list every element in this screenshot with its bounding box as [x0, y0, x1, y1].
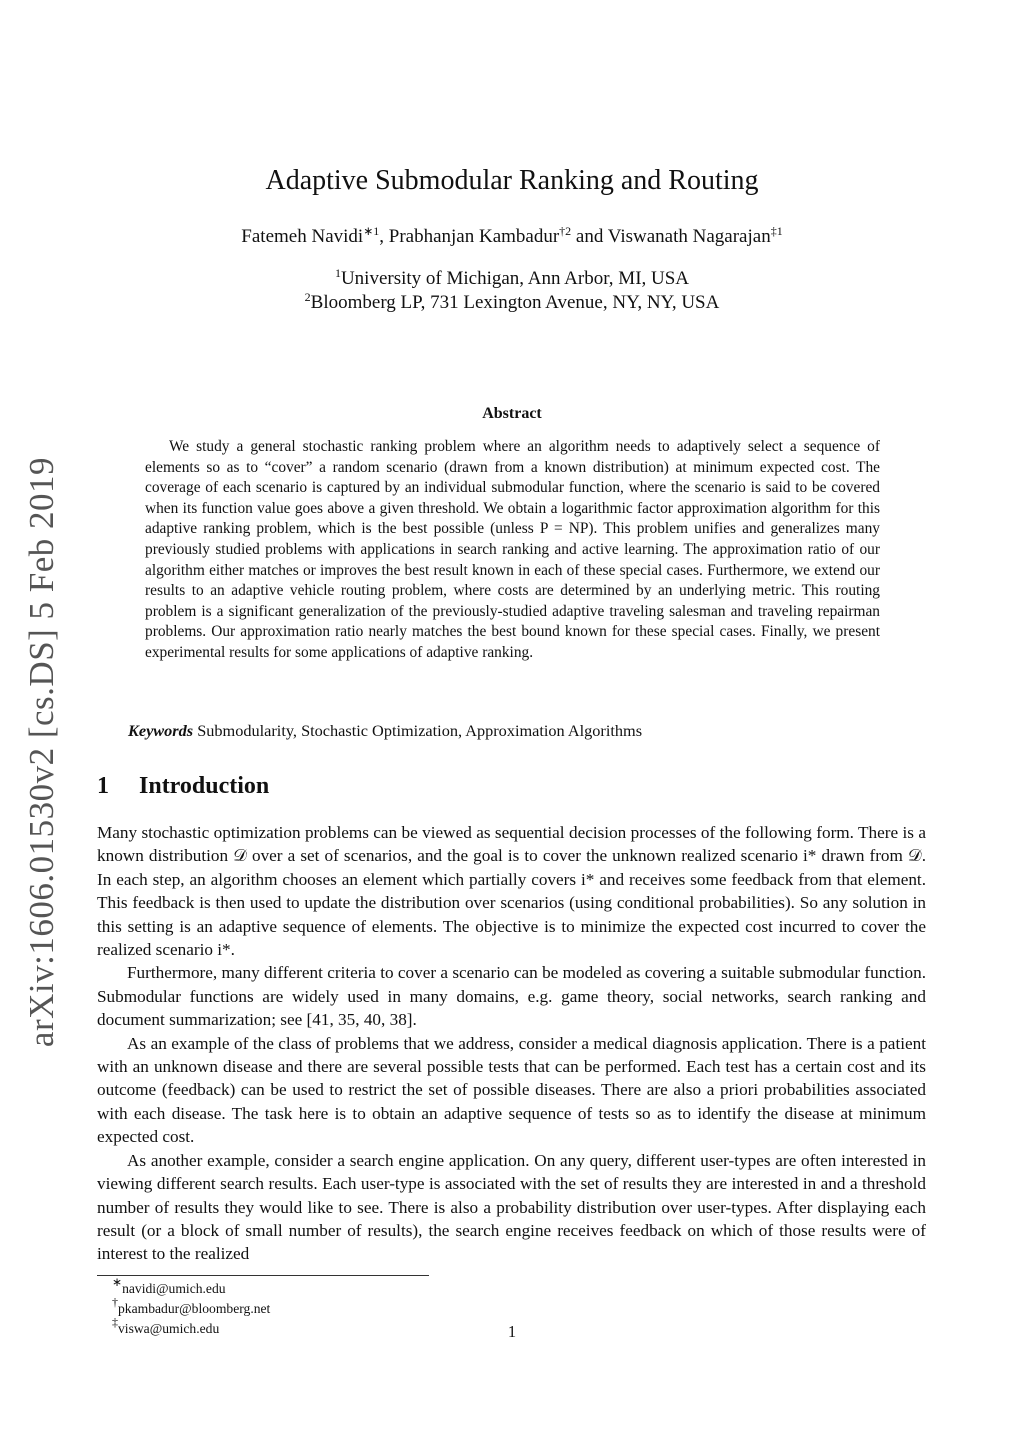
introduction-body	[97, 821, 926, 1266]
footnote-mark: ‡	[112, 1315, 118, 1329]
paragraph: As an example of the class of problems that we address, consider a medical diagnosis application. There is a patient with an unknown disease and there are several possible tests that can be performed. Each test has a certain cost and its outcome (feedback) can be used to restrict the set of possible diseases. There are also a priori probabilities associated with each disease. The task here is to obtain an adaptive sequence of tests so as to identify the disease at minimum expected cost.	[97, 1033, 926, 1147]
section-title: Introduction	[139, 773, 270, 799]
author-mark: †2	[559, 224, 572, 238]
abstract-text: We study a general stochastic ranking problem where an algorithm needs to adaptively select a sequence of elements so as to “cover” a random scenario (drawn from a known distribution) at minimum expected cost. The coverage of each scenario is captured by an individual submodular function, where the scenario is said to be covered when its function value goes above a given threshold. We obtain a logarithmic factor approximation algorithm for this adaptive ranking problem, which is the best possible (unless P = NP). This problem unifies and generalizes many previously studied problems with applications in search ranking and active learning. The approximation ratio of our algorithm either matches or improves the best result known in each of these special cases. Furthermore, we extend our results to an adaptive vehicle routing problem, where costs are determined by an underlying metric. This routing problem is a significant generalization of the previously-studied adaptive traveling salesman and traveling repairman problems. Our approximation ratio nearly matches the best bound known for these special cases. Finally, we present experimental results for some applications of adaptive ranking.	[145, 438, 880, 661]
footnote-mark: ∗	[112, 1275, 123, 1289]
affiliation	[0, 292, 1024, 314]
author-mark: ‡1	[770, 224, 783, 238]
author-list	[0, 226, 1024, 248]
author-separator: ,	[379, 226, 389, 247]
paragraph: As another example, consider a search engine application. On any query, different user-types are often interested in viewing different search results. Each user-type is associated with the set of results they are interested in and a threshold number of results they would like to see. There is also a probability distribution over user-types. After displaying each result (or a block of small number of results), the search engine receives feedback on which of those results were of interest to the realized	[97, 1150, 926, 1264]
keywords-text: Submodularity, Stochastic Optimization, Approximation Algorithms	[197, 721, 643, 740]
author-name: Viswanath Nagarajan	[607, 226, 771, 247]
keywords	[128, 721, 888, 741]
keywords-label: Keywords	[128, 721, 194, 740]
abstract-heading: Abstract	[482, 405, 542, 422]
affiliation-mark: 2	[304, 290, 311, 304]
affiliation	[0, 268, 1024, 290]
affiliation-text: Bloomberg LP, 731 Lexington Avenue, NY, NY, USA	[310, 292, 720, 313]
author-separator: and	[571, 226, 608, 247]
footnote-divider	[97, 1275, 429, 1276]
author-name: Prabhanjan Kambadur	[388, 226, 560, 247]
arxiv-identifier: arXiv:1606.01530v2 [cs.DS] 5 Feb 2019	[22, 456, 61, 1048]
footnote-email: pkambadur@bloomberg.net	[118, 1301, 271, 1316]
footnote-email: navidi@umich.edu	[122, 1281, 226, 1296]
author-name: Fatemeh Navidi	[241, 226, 364, 247]
author-mark: ∗1	[363, 224, 380, 238]
affiliation-mark: 1	[334, 266, 341, 280]
paragraph: Furthermore, many different criteria to cover a scenario can be modeled as covering a suitable submodular function. Submodular functions are widely used in many domains, e.g. game theory, social networks, search ranking and document summarization; see [41, 35, 40, 38].	[97, 963, 926, 1030]
paragraph: Many stochastic optimization problems can be viewed as sequential decision processes of the following form. There is a known distribution 𝒟 over a set of scenarios, and the goal is to cover the unknown realized scenario i* drawn from 𝒟. In each step, an algorithm chooses an element which partially covers i* and receives some feedback from that element. This feedback is then used to update the distribution over scenarios (using conditional probabilities). So any solution in this setting is an adaptive sequence of elements. The objective is to minimize the expected cost incurred to cover the realized scenario i*.	[97, 823, 926, 960]
page-number: 1	[507, 1322, 517, 1341]
section-heading	[97, 773, 697, 800]
section-number: 1	[97, 773, 109, 799]
footnote	[112, 1275, 712, 1299]
affiliation-text: University of Michigan, Ann Arbor, MI, USA	[340, 268, 690, 289]
footnote	[112, 1295, 712, 1319]
paper-title: Adaptive Submodular Ranking and Routing	[265, 165, 759, 196]
footnote-mark: †	[112, 1295, 118, 1309]
footnote-email: viswa@umich.edu	[118, 1321, 220, 1336]
